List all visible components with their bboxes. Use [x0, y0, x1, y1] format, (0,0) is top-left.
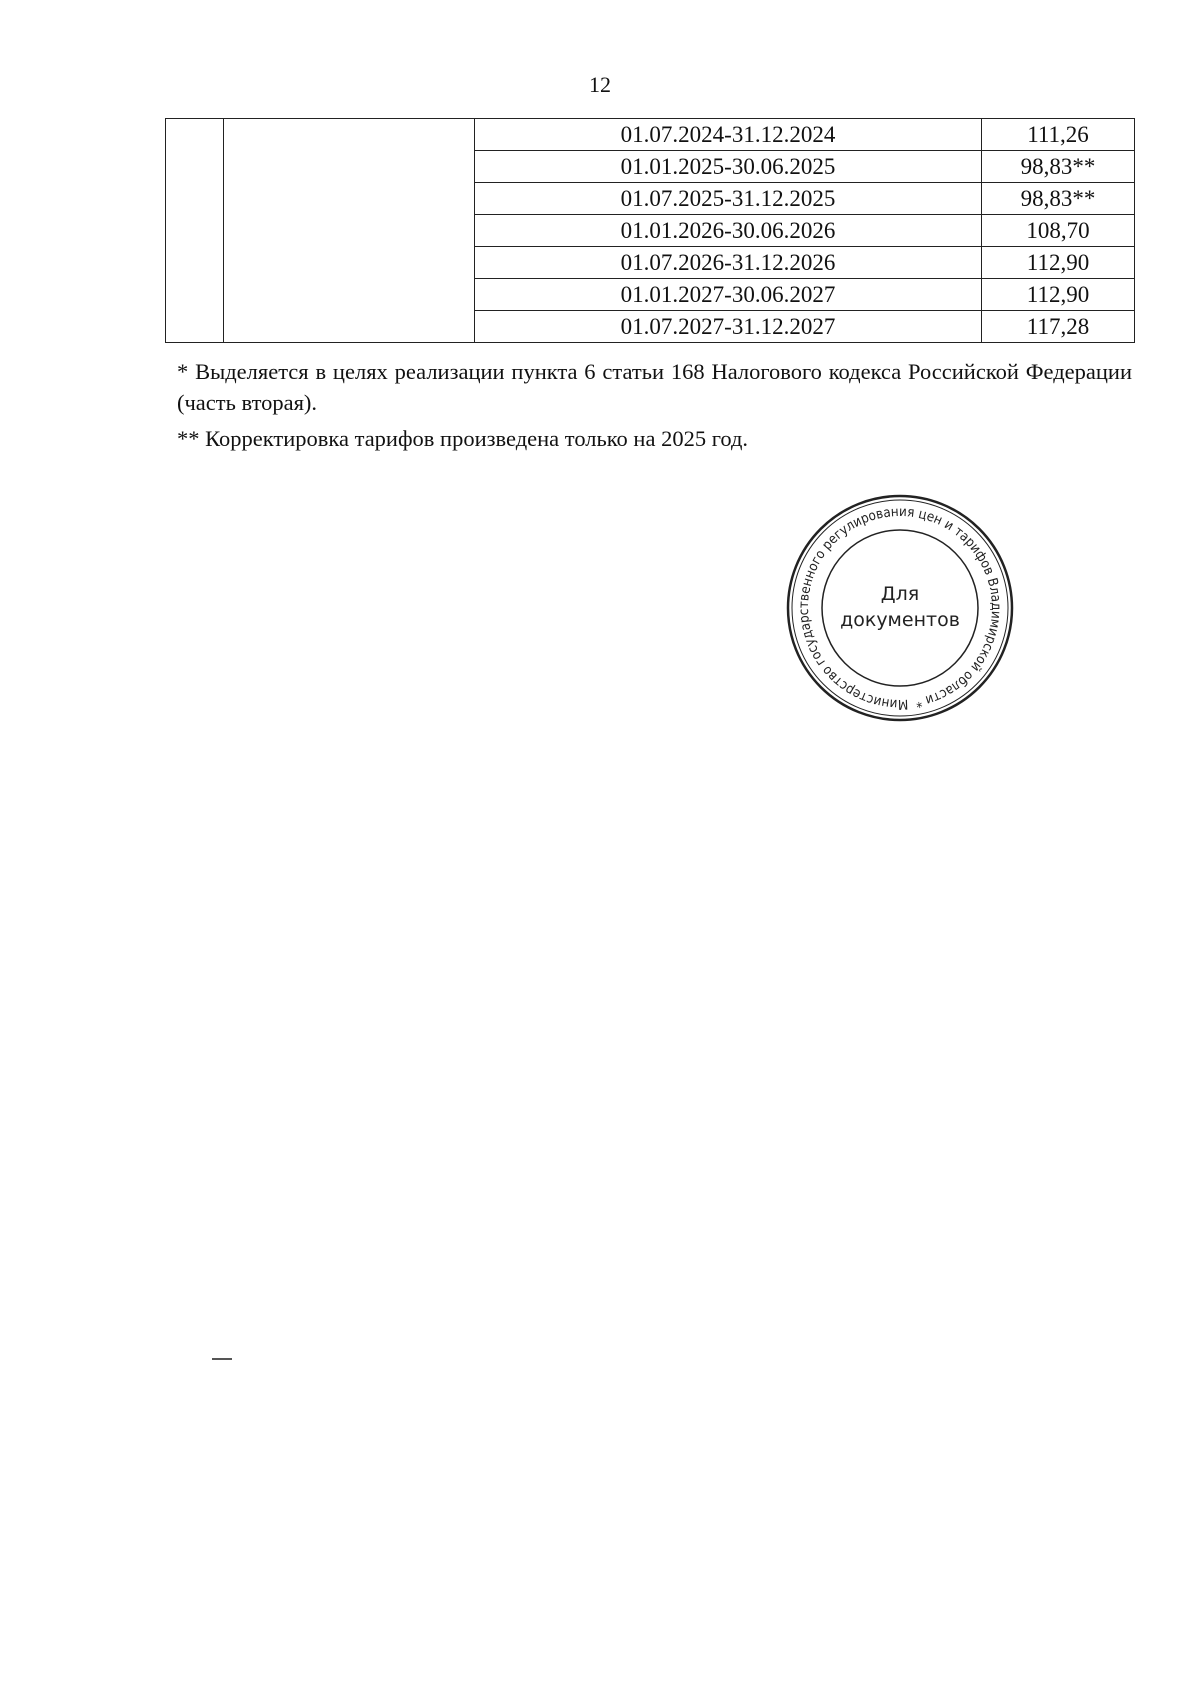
stamp-outer-ring-inner: [792, 500, 1008, 716]
period-cell: 01.07.2025-31.12.2025: [475, 183, 982, 215]
tariff-value-cell: 111,26: [982, 119, 1135, 151]
tariff-value-cell: 98,83**: [982, 183, 1135, 215]
merged-cell-name: [224, 119, 475, 343]
footnote-correction: ** Корректировка тарифов произведена только на 2025 год.: [177, 426, 749, 451]
margin-dash: [212, 1358, 232, 1360]
tariff-table: [165, 118, 1135, 343]
tariff-value-cell: 108,70: [982, 215, 1135, 247]
page-number: 12: [589, 72, 611, 97]
period-cell: 01.07.2027-31.12.2027: [475, 311, 982, 343]
tariff-value-cell: 112,90: [982, 247, 1135, 279]
period-cell: 01.01.2025-30.06.2025: [475, 151, 982, 183]
official-stamp: [784, 492, 1016, 724]
stamp-center-line2: документов: [840, 609, 960, 631]
stamp-ring-text: Министерство государственного регулирования цен и тарифов Владимирской области *: [795, 503, 1005, 713]
table-row: [166, 119, 1135, 151]
tariff-value-cell: 117,28: [982, 311, 1135, 343]
period-cell: 01.07.2026-31.12.2026: [475, 247, 982, 279]
period-cell: 01.01.2026-30.06.2026: [475, 215, 982, 247]
footnote-vat: * Выделяется в целях реализации пункта 6 статьи 168 Налогового кодекса Российской Федерации (часть вторая).: [177, 359, 1132, 415]
period-cell: 01.07.2024-31.12.2024: [475, 119, 982, 151]
stamp-center-line1: Для: [880, 583, 920, 605]
tariff-value-cell: 98,83**: [982, 151, 1135, 183]
stamp-inner-ring: [822, 530, 978, 686]
merged-cell-number: [166, 119, 224, 343]
tariff-value-cell: 112,90: [982, 279, 1135, 311]
period-cell: 01.01.2027-30.06.2027: [475, 279, 982, 311]
